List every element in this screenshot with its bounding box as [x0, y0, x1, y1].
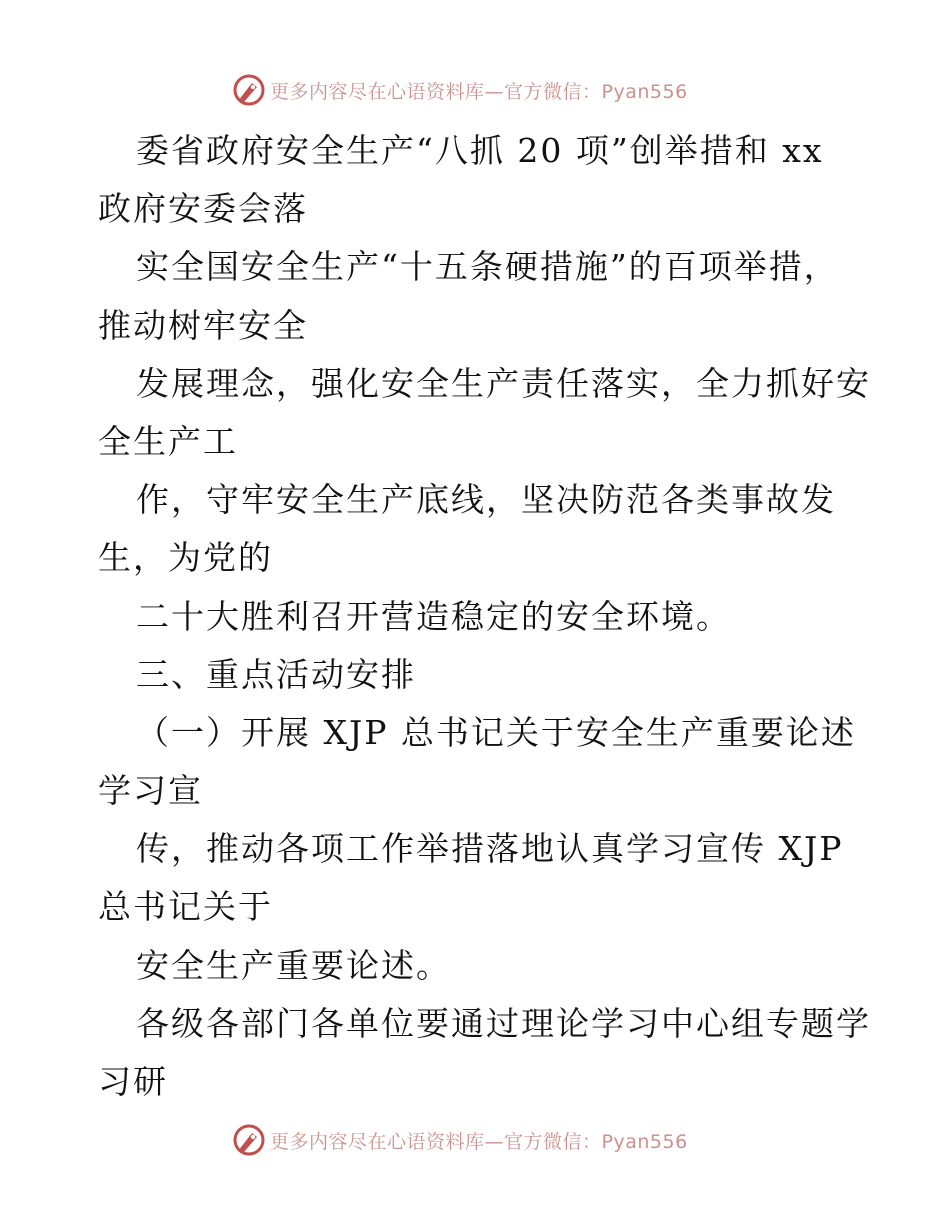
- text-line: 发展理念，强化安全生产责任落实，全力抓好安: [136, 363, 871, 403]
- pen-nib-circle-icon: [232, 1123, 266, 1157]
- text-line: 全生产工: [98, 421, 238, 461]
- text-line: 安全生产重要论述。: [136, 945, 451, 985]
- text-line: 实全国安全生产“十五条硬措施”的百项举措，: [136, 247, 839, 287]
- text-line: 作，守牢安全生产底线，坚决防范各类事故发: [136, 480, 836, 520]
- text-line: 推动树牢安全: [98, 305, 308, 345]
- watermark-text: 更多内容尽在心语资料库—官方微信：Pyan556: [270, 1130, 688, 1153]
- text-line: 习研: [98, 1062, 168, 1101]
- header-watermark: [232, 72, 688, 108]
- subsection-heading: （一）开展 XJP 总书记关于安全生产重要论述: [136, 712, 856, 752]
- text-line: 总书记关于: [98, 887, 273, 927]
- text-line: 生，为党的: [98, 538, 273, 578]
- section-heading: 三、重点活动安排: [136, 654, 416, 694]
- footer-watermark: [232, 1122, 688, 1158]
- text-line: 委省政府安全生产“八抓 20 项”创举措和 xx: [136, 131, 824, 170]
- pen-nib-circle-icon: [232, 73, 266, 107]
- watermark-text: 更多内容尽在心语资料库—官方微信：Pyan556: [270, 80, 688, 103]
- text-line: 学习宣: [98, 771, 203, 811]
- text-line: 传，推动各项工作举措落地认真学习宣传 XJP: [136, 829, 844, 869]
- document-body: [98, 122, 871, 1111]
- text-line: 各级各部门各单位要通过理论学习中心组专题学: [136, 1003, 871, 1043]
- text-line: 政府安委会落: [98, 189, 308, 229]
- text-line: 二十大胜利召开营造稳定的安全环境。: [136, 596, 731, 636]
